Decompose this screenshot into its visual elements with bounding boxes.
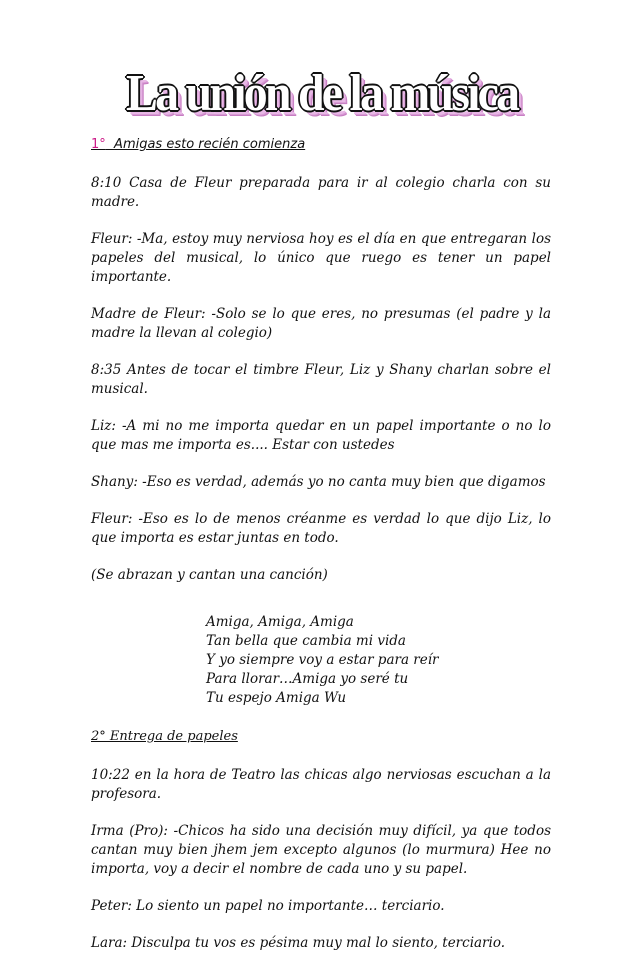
song-line: Y yo siempre voy a estar para reír xyxy=(206,652,439,668)
dialogue-irma-1: Irma (Pro): -Chicos ha sido una decisión muy difícil, ya que todos cantan muy bien jhem jem excepto algunos (lo murmura) Hee no importa, voy a decir el nombre de cada uno y su papel. xyxy=(91,823,551,877)
dialogue-madre-1: Madre de Fleur: -Solo se lo que eres, no presumas (el padre y la madre la llevan al colegio) xyxy=(91,306,551,341)
document-body xyxy=(91,136,551,971)
section-1-heading xyxy=(91,136,551,154)
song-line: Tan bella que cambia mi vida xyxy=(206,633,406,649)
section-2-heading: 2° Entrega de papeles xyxy=(91,729,238,744)
song-line: Tu espejo Amiga Wu xyxy=(206,690,347,706)
scene-1-direction: 8:10 Casa de Fleur preparada para ir al colegio charla con su madre. xyxy=(91,175,551,210)
dialogue-lara-1: Lara: Disculpa tu vos es pésima muy mal lo siento, terciario. xyxy=(91,935,506,951)
section-1-number: 1° xyxy=(91,137,106,152)
song-line: Para llorar…Amiga yo seré tu xyxy=(206,671,409,687)
dialogue-fleur-1: Fleur: -Ma, estoy muy nerviosa hoy es el día en que entregaran los papeles del musical, lo único que ruego es tener un papel importante. xyxy=(91,231,551,285)
dialogue-liz-1: Liz: -A mi no me importa quedar en un papel importante o no lo que mas me importa es.... Estar con ustedes xyxy=(91,418,551,453)
song-lyrics xyxy=(206,613,551,708)
scene-3-direction: 10:22 en la hora de Teatro las chicas algo nerviosas escuchan a la profesora. xyxy=(91,767,551,802)
section-1-heading-text: Amigas esto recién comienza xyxy=(114,137,306,152)
dialogue-shany-1: Shany: -Eso es verdad, además yo no canta muy bien que digamos xyxy=(91,474,546,490)
scene-2-direction: 8:35 Antes de tocar el timbre Fleur, Liz y Shany charlan sobre el musical. xyxy=(91,362,551,397)
dialogue-fleur-2: Fleur: -Eso es lo de menos créanme es verdad lo que dijo Liz, lo que importa es estar juntas en todo. xyxy=(91,511,551,546)
dialogue-peter-1: Peter: Lo siento un papel no importante… terciario. xyxy=(91,898,445,914)
stage-direction-1: (Se abrazan y cantan una canción) xyxy=(91,567,328,583)
document-title: La unión de la música xyxy=(126,65,518,122)
song-line: Amiga, Amiga, Amiga xyxy=(206,614,354,630)
